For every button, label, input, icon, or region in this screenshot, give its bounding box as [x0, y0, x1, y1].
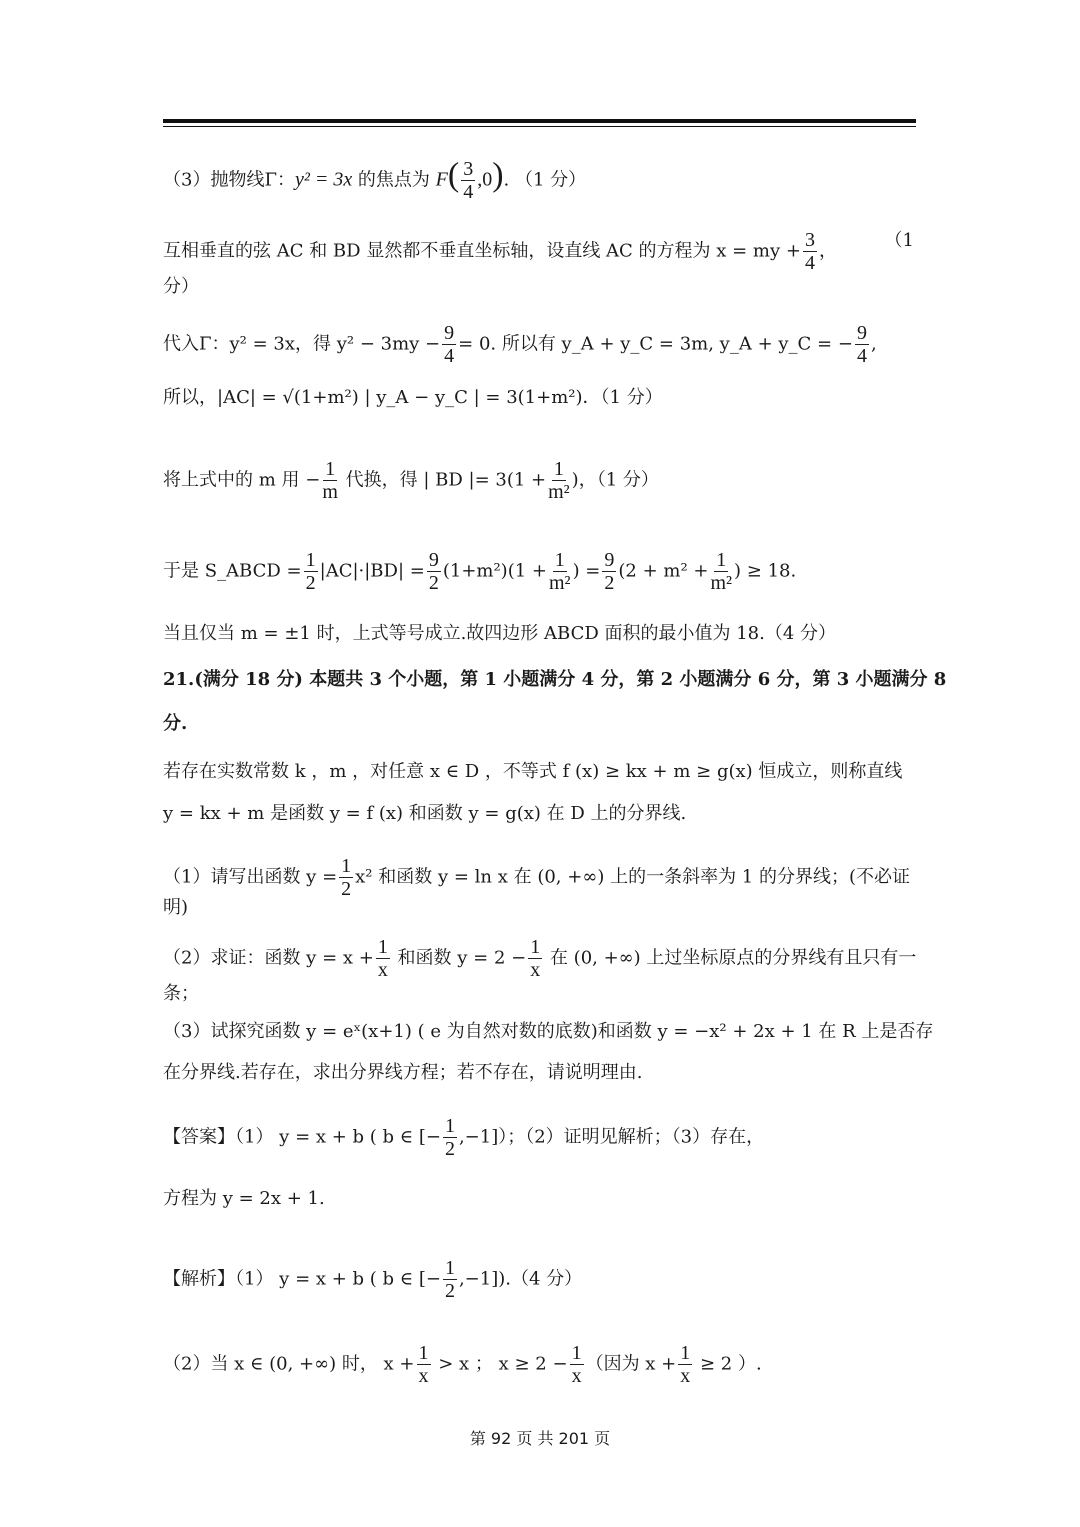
- analysis-line-2: （2）当 x ∈ (0, +∞) 时， x + $\frac{1}{x}$ > x ； x ≥ 2 − $\frac{1}{x}$ （因为 x + $\frac{1}{x}$ ≥ 2 ）.: [163, 1342, 762, 1387]
- question-3-cont: 在分界线.若存在，求出分界线方程；若不存在，请说明理由.: [163, 1062, 643, 1083]
- line-minimum: 当且仅当 m = ±1 时，上式等号成立.故四边形 ABCD 面积的最小值为 18.（4 分）: [163, 623, 837, 644]
- page-footer: 第 92 页 共 201 页: [469, 1429, 611, 1448]
- header-rule-thin: [163, 126, 916, 127]
- line-score: 分）: [163, 276, 199, 297]
- line-bd-length: 将上式中的 m 用 − $\frac{1}{m}$ 代换，得 | BD |= 3(1 + $\frac{1}{\text{m²}}$ )，（1 分）: [163, 458, 659, 503]
- problem-21-heading-cont: 分.: [163, 713, 188, 734]
- analysis-line-1: 【解析】（1） y = x + b ( b ∈ [− $\frac{1}{2}$ ,−1]).（4 分）: [163, 1257, 583, 1302]
- line-parabola-focus: （3）抛物线Γ：y² = 3x 的焦点为 F( $\frac{3}{4}$ ,0). （1 分）: [163, 156, 587, 203]
- question-2: （2）求证：函数 y = x + $\frac{1}{x}$ 和函数 y = 2 − $\frac{1}{x}$ 在 (0, +∞) 上过坐标原点的分界线有且只有一: [163, 936, 917, 981]
- fraction: $\frac{3}{4}$: [463, 158, 474, 203]
- definition-line-2: y = kx + m 是函数 y = f (x) 和函数 y = g(x) 在 D 上的分界线.: [163, 803, 687, 824]
- answer-equation: 方程为 y = 2x + 1.: [163, 1188, 325, 1209]
- question-1: （1）请写出函数 y = $\frac{1}{2}$ x² 和函数 y = ln x 在 (0, +∞) 上的一条斜率为 1 的分界线；(不必证: [163, 855, 910, 900]
- line-ac-length: 所以，|AC| = √(1+m²) | y_A − y_C | = 3(1+m²)．（1 分）: [163, 387, 663, 408]
- question-2-cont: 条；: [163, 983, 199, 1004]
- header-rule-thick: [163, 119, 916, 123]
- problem-21-heading: 21.(满分 18 分) 本题共 3 个小题，第 1 小题满分 4 分，第 2 小题满分 6 分，第 3 小题满分 8: [163, 669, 947, 690]
- definition-line-1: 若存在实数常数 k ，m ，对任意 x ∈ D ，不等式 f (x) ≥ kx + m ≥ g(x) 恒成立，则称直线: [163, 761, 903, 782]
- line-substitute: 代入Γ：y² = 3x，得 y² − 3my − $\frac{9}{4}$ = 0. 所以有 y_A + y_C = 3m, y_A + y_C = − $\frac{9}{4}$ ,: [163, 322, 877, 367]
- answer-line: 【答案】（1） y = x + b ( b ∈ [− $\frac{1}{2}$ ,−1]）；（2）证明见解析；（3）存在，: [163, 1115, 765, 1160]
- line-area: 于是 S_ABCD = $\frac{1}{2}$ |AC|·|BD| = $\frac{9}{2}$ (1+m²)(1 + $\frac{1}{\text{m²}}$ ) = $\frac{9}{2}$ (2 + m² + $\frac{1}{\text{m²}}$ ) ≥ 18.: [163, 549, 797, 594]
- question-1-cont: 明): [163, 897, 189, 918]
- question-3: （3）试探究函数 y = eˣ(x+1) ( e 为自然对数的底数)和函数 y = −x² + 2x + 1 在 R 上是否存: [163, 1021, 934, 1042]
- line-chord-equation: 互相垂直的弦 AC 和 BD 显然都不垂直坐标轴，设直线 AC 的方程为 x = my + $\frac{3}{4}$ ， （1: [163, 229, 914, 274]
